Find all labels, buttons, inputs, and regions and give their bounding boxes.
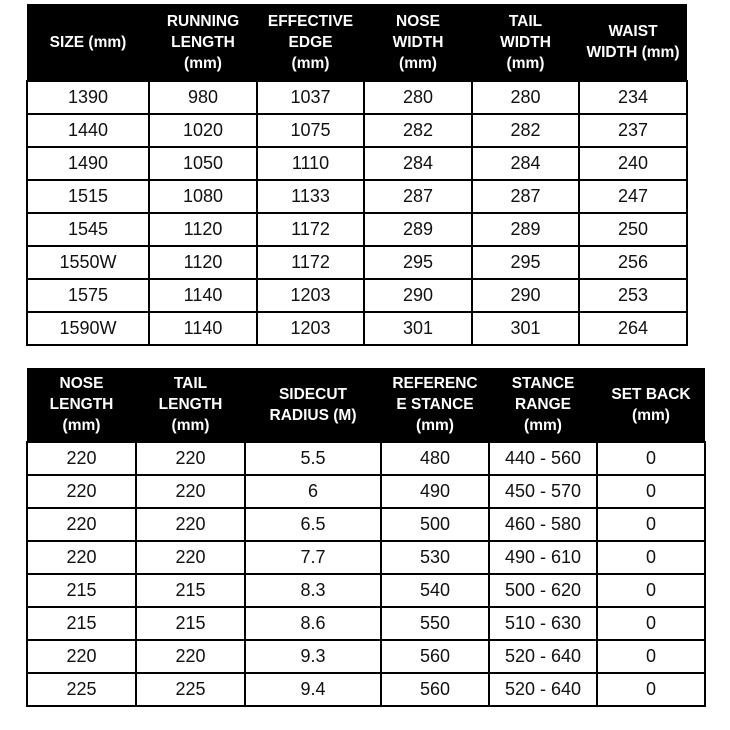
table-cell: 560 [381,640,489,673]
table-cell: 290 [364,279,472,312]
table-cell: 287 [472,180,579,213]
table-cell: 290 [472,279,579,312]
column-header: EFFECTIVE EDGE (mm) [257,4,364,81]
table-cell: 8.6 [245,607,381,640]
table-cell: 1172 [257,246,364,279]
table-row [27,147,687,180]
table-cell: 247 [579,180,687,213]
table-cell: 284 [364,147,472,180]
table-cell: 540 [381,574,489,607]
table-cell: 287 [364,180,472,213]
table-cell: 215 [136,574,245,607]
table-row [27,180,687,213]
column-header: RUNNING LENGTH (mm) [149,4,257,81]
table-cell: 220 [27,640,136,673]
table-cell: 220 [136,541,245,574]
table-cell: 284 [472,147,579,180]
specs-table-top [26,4,688,346]
table-cell: 9.3 [245,640,381,673]
table-cell: 220 [136,475,245,508]
table-cell: 1020 [149,114,257,147]
table-row [27,81,687,114]
table-cell: 500 [381,508,489,541]
table-cell: 1575 [27,279,149,312]
column-header: WAIST WIDTH (mm) [579,4,687,81]
table-cell: 1037 [257,81,364,114]
table-cell: 450 - 570 [489,475,597,508]
table-cell: 1440 [27,114,149,147]
table-cell: 215 [136,607,245,640]
table-row [27,114,687,147]
table-cell: 1075 [257,114,364,147]
table-cell: 1490 [27,147,149,180]
table-cell: 980 [149,81,257,114]
table-cell: 301 [472,312,579,345]
table-cell: 0 [597,442,705,475]
table-cell: 1120 [149,246,257,279]
table-cell: 9.4 [245,673,381,706]
table-cell: 6 [245,475,381,508]
table-cell: 560 [381,673,489,706]
table-cell: 0 [597,640,705,673]
table-row [27,312,687,345]
table-cell: 550 [381,607,489,640]
table-cell: 253 [579,279,687,312]
table-cell: 220 [136,442,245,475]
table-cell: 280 [364,81,472,114]
table-cell: 289 [364,213,472,246]
table-cell: 520 - 640 [489,673,597,706]
table-cell: 264 [579,312,687,345]
table-cell: 282 [364,114,472,147]
table-row [27,213,687,246]
table-cell: 460 - 580 [489,508,597,541]
table-cell: 490 - 610 [489,541,597,574]
table-row [27,279,687,312]
table-cell: 234 [579,81,687,114]
header-row [27,4,687,81]
table-cell: 237 [579,114,687,147]
table-row [27,673,705,706]
table-cell: 490 [381,475,489,508]
table-cell: 480 [381,442,489,475]
table-cell: 5.5 [245,442,381,475]
table-cell: 1172 [257,213,364,246]
table-cell: 1080 [149,180,257,213]
table-cell: 1203 [257,279,364,312]
column-header: STANCE RANGE (mm) [489,368,597,442]
table-cell: 1133 [257,180,364,213]
table-cell: 520 - 640 [489,640,597,673]
column-header: TAIL LENGTH (mm) [136,368,245,442]
table-row [27,246,687,279]
table-cell: 301 [364,312,472,345]
table-cell: 215 [27,574,136,607]
table-cell: 0 [597,607,705,640]
column-header: SIZE (mm) [27,4,149,81]
table-cell: 1110 [257,147,364,180]
column-header: SIDECUT RADIUS (M) [245,368,381,442]
table-cell: 1050 [149,147,257,180]
table-cell: 220 [27,442,136,475]
table-cell: 510 - 630 [489,607,597,640]
table-cell: 0 [597,673,705,706]
table-row [27,475,705,508]
table-cell: 220 [136,640,245,673]
table-row [27,541,705,574]
table-cell: 220 [136,508,245,541]
specs-table-bottom [26,368,706,707]
table-cell: 1120 [149,213,257,246]
table-row [27,607,705,640]
table-cell: 295 [472,246,579,279]
table-cell: 282 [472,114,579,147]
table-cell: 289 [472,213,579,246]
table-cell: 1140 [149,312,257,345]
table-cell: 220 [27,541,136,574]
table-cell: 1140 [149,279,257,312]
table-cell: 7.7 [245,541,381,574]
table-cell: 0 [597,541,705,574]
header-row [27,368,705,442]
table-cell: 440 - 560 [489,442,597,475]
column-header: SET BACK (mm) [597,368,705,442]
table-cell: 1590W [27,312,149,345]
table-cell: 0 [597,508,705,541]
column-header: NOSE LENGTH (mm) [27,368,136,442]
table-cell: 295 [364,246,472,279]
table-cell: 240 [579,147,687,180]
column-header: TAIL WIDTH (mm) [472,4,579,81]
table-row [27,574,705,607]
table-cell: 1203 [257,312,364,345]
column-header: NOSE WIDTH (mm) [364,4,472,81]
table-row [27,508,705,541]
table-cell: 500 - 620 [489,574,597,607]
table-cell: 1550W [27,246,149,279]
table-cell: 256 [579,246,687,279]
table-row [27,640,705,673]
table-cell: 250 [579,213,687,246]
table-cell: 220 [27,508,136,541]
column-header: REFERENC E STANCE (mm) [381,368,489,442]
table-cell: 6.5 [245,508,381,541]
table-cell: 0 [597,574,705,607]
table-cell: 1515 [27,180,149,213]
table-row [27,442,705,475]
table-cell: 1545 [27,213,149,246]
table-cell: 225 [27,673,136,706]
table-cell: 280 [472,81,579,114]
table-cell: 0 [597,475,705,508]
table-cell: 530 [381,541,489,574]
table-cell: 8.3 [245,574,381,607]
table-cell: 220 [27,475,136,508]
table-cell: 1390 [27,81,149,114]
table-cell: 225 [136,673,245,706]
table-cell: 215 [27,607,136,640]
